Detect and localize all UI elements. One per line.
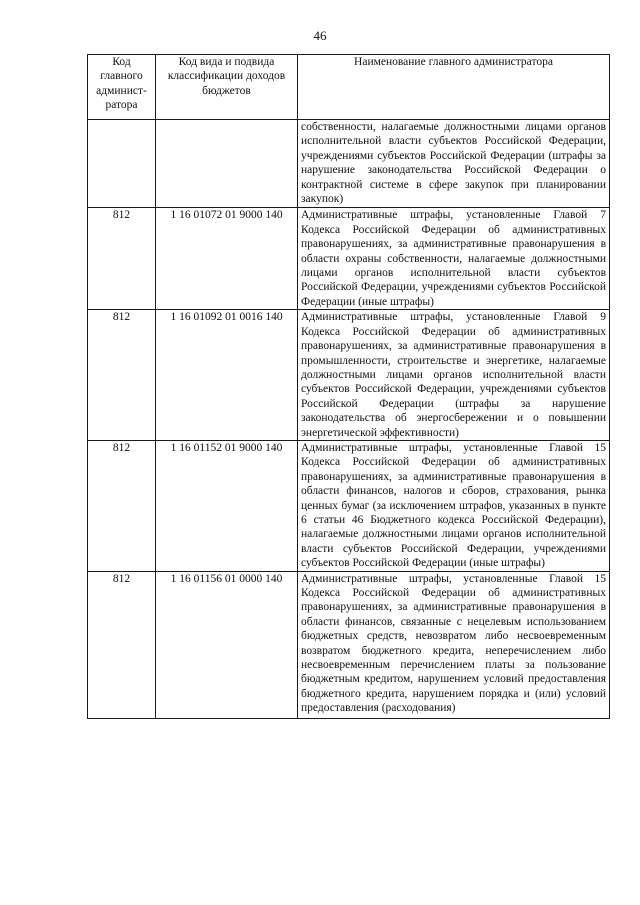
table-row <box>88 440 610 571</box>
page-number: 46 <box>313 28 327 43</box>
table-header-row <box>88 55 610 120</box>
cell-administrator-name: Административные штрафы, установленные Главой 7 Кодекса Российской Федерации об административных правонарушениях, за административные правонарушения в области охраны собственности, налагаемые должностными лицами органов исполнительной власти субъектов Российской Федерации, учреждениями субъектов Российской Федерации (иные штрафы) <box>298 208 610 310</box>
administrators-table <box>87 54 610 719</box>
cell-kbk: 1 16 01152 01 9000 140 <box>156 440 298 571</box>
cell-administrator-name: Административные штрафы, установленные Главой 9 Кодекса Российской Федерации об административных правонарушениях, за административные правонарушения в промышленности, строительстве и энергетике, налагаемые должностными лицами органов исполнительной власти субъектов Российской Федерации, учреждениями субъектов Российской Федерации (штрафы за нарушение законодательства об энергосбережении и о повышении энергетической эффективности) <box>298 310 610 441</box>
header-admin-code: Код главного админист-ратора <box>88 55 156 120</box>
cell-admin-code: 812 <box>88 571 156 718</box>
cell-administrator-name: Административные штрафы, установленные Главой 15 Кодекса Российской Федерации об административных правонарушениях, за административные правонарушения в области финансов, налогов и сборов, страхования, рынка ценных бумаг (за исключением штрафов, указанных в пункте 6 статьи 46 Бюджетного кодекса Российской Федерации), налагаемые должностными лицами органов исполнительной власти субъектов Российской Федерации, учреждениями субъектов Российской Федерации (иные штрафы) <box>298 440 610 571</box>
header-administrator-name: Наименование главного администратора <box>298 55 610 120</box>
table-row <box>88 120 610 208</box>
cell-admin-code: 812 <box>88 310 156 441</box>
cell-admin-code: 812 <box>88 208 156 310</box>
cell-administrator-name: собственности, налагаемые должностными лицами органов исполнительной власти субъектов Российской Федерации, учреждениями субъектов Российской Федерации (штрафы за нарушение законодательства Российской Федерации о контрактной системе в сфере закупок при планировании закупок) <box>298 120 610 208</box>
table-row <box>88 208 610 310</box>
header-kbk: Код вида и подвида классификации доходов бюджетов <box>156 55 298 120</box>
table-row <box>88 310 610 441</box>
cell-kbk <box>156 120 298 208</box>
table-row <box>88 571 610 718</box>
cell-administrator-name: Административные штрафы, установленные Главой 15 Кодекса Российской Федерации об административных правонарушениях, за административные правонарушения в области финансов, связанные с нецелевым использованием бюджетных средств, невозвратом либо несвоевременным возвратом бюджетного кредита, неперечислением либо несвоевременным перечислением платы за пользование бюджетным кредитом, нарушением условий предоставления бюджетного кредита, нарушением порядка и (или) условий предоставления (расходования) <box>298 571 610 718</box>
cell-kbk: 1 16 01072 01 9000 140 <box>156 208 298 310</box>
cell-kbk: 1 16 01156 01 0000 140 <box>156 571 298 718</box>
cell-admin-code: 812 <box>88 440 156 571</box>
cell-kbk: 1 16 01092 01 0016 140 <box>156 310 298 441</box>
cell-admin-code <box>88 120 156 208</box>
